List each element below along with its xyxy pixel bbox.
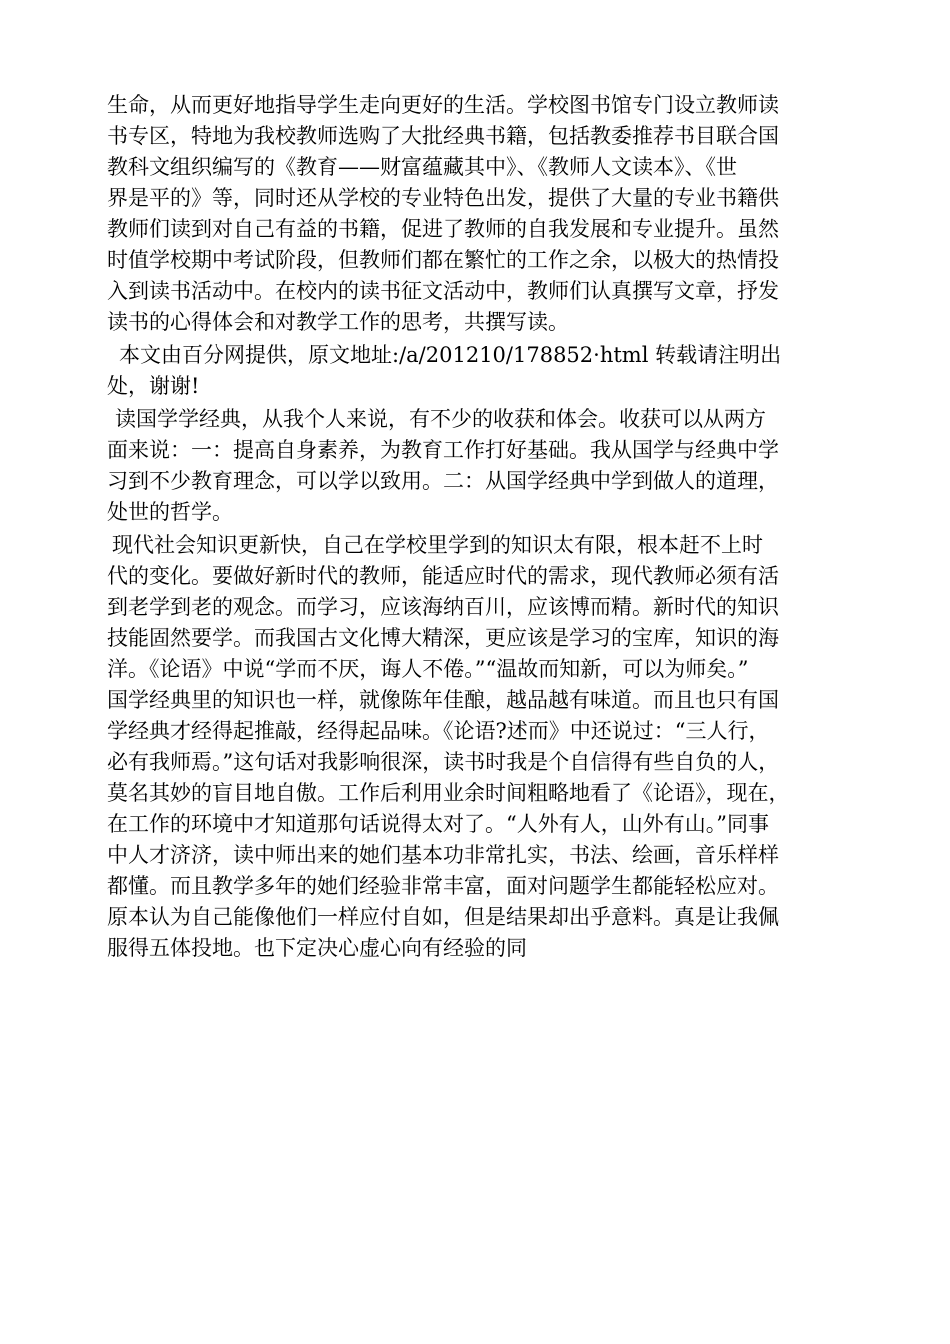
text-line: 服得五体投地。也下定决心虚心向有经验的同	[107, 936, 527, 960]
text-line: 技能固然要学。而我国古文化博大精深，更应该是学习的宝库，知识的海	[107, 626, 779, 650]
text-line: 必有我师焉。”这句话对我影响很深，读书时我是个自信得有些自负的人，	[107, 750, 780, 774]
text-line: 界是平的》等，同时还从学校的专业特色出发，提供了大量的专业书籍供	[107, 186, 779, 210]
paragraph-source-note	[107, 340, 867, 402]
text-line: 国学经典里的知识也一样，就像陈年佳酿，越品越有味道。而且也只有国	[107, 688, 779, 712]
text-line: 现代社会知识更新快，自己在学校里学到的知识太有限，根本赶不上时	[112, 533, 763, 557]
text-line: 中人才济济，读中师出来的她们基本功非常扎实，书法、绘画，音乐样样	[107, 843, 779, 867]
text-line: 时值学校期中考试阶段，但教师们都在繁忙的工作之余，以极大的热情投	[107, 248, 779, 272]
text-line: 学经典才经得起推敲，经得起品味。《论语?述而》中还说过：“三人行，	[107, 719, 770, 743]
text-line: 都懂。而且教学多年的她们经验非常丰富，面对问题学生都能轻松应对。	[107, 874, 779, 898]
text-line: 书专区，特地为我校教师选购了大批经典书籍，包括教委推荐书目联合国	[107, 124, 779, 148]
paragraph-classics-gains	[107, 404, 867, 528]
text-line: 莫名其妙的盲目地自傲。工作后利用业余时间粗略地看了《论语》，现在，	[107, 781, 790, 805]
text-line: 入到读书活动中。在校内的读书征文活动中，教师们认真撰写文章，抒发	[107, 279, 779, 303]
paragraph-teacher-reading	[107, 90, 867, 338]
text-line: 读书的心得体会和对教学工作的思考，共撰写读。	[107, 310, 569, 334]
text-line: 到老学到老的观念。而学习，应该海纳百川，应该博而精。新时代的知识	[107, 595, 779, 619]
paragraph-modern-society	[107, 530, 867, 964]
text-line: 本文由百分网提供，原文地址:/a/201210/178852·html 转载请注明出	[119, 343, 782, 367]
text-line: 生命，从而更好地指导学生走向更好的生活。学校图书馆专门设立教师读	[107, 93, 779, 117]
text-line: 处，谢谢!	[107, 374, 200, 398]
text-line: 在工作的环境中才知道那句话说得太对了。“人外有人，山外有山。”同事	[107, 812, 769, 836]
text-line: 洋。《论语》中说“学而不厌，诲人不倦。”“温故而知新，可以为师矣。”	[107, 657, 749, 681]
text-line: 原本认为自己能像他们一样应付自如，但是结果却出乎意料。真是让我佩	[107, 905, 779, 929]
text-line: 习到不少教育理念，可以学以致用。二：从国学经典中学到做人的道理，	[107, 469, 779, 493]
text-line: 读国学学经典，从我个人来说，有不少的收获和体会。收获可以从两方	[115, 407, 766, 431]
document-body	[107, 90, 867, 964]
text-line: 处世的哲学。	[107, 500, 233, 524]
text-line: 代的变化。要做好新时代的教师，能适应时代的需求，现代教师必须有活	[107, 564, 779, 588]
text-line: 教科文组织编写的《教育——财富蕴藏其中》、《教师人文读本》、《世	[107, 155, 737, 179]
text-line: 面来说：一：提高自身素养，为教育工作打好基础。我从国学与经典中学	[107, 438, 779, 462]
text-line: 教师们读到对自己有益的书籍，促进了教师的自我发展和专业提升。虽然	[107, 217, 779, 241]
